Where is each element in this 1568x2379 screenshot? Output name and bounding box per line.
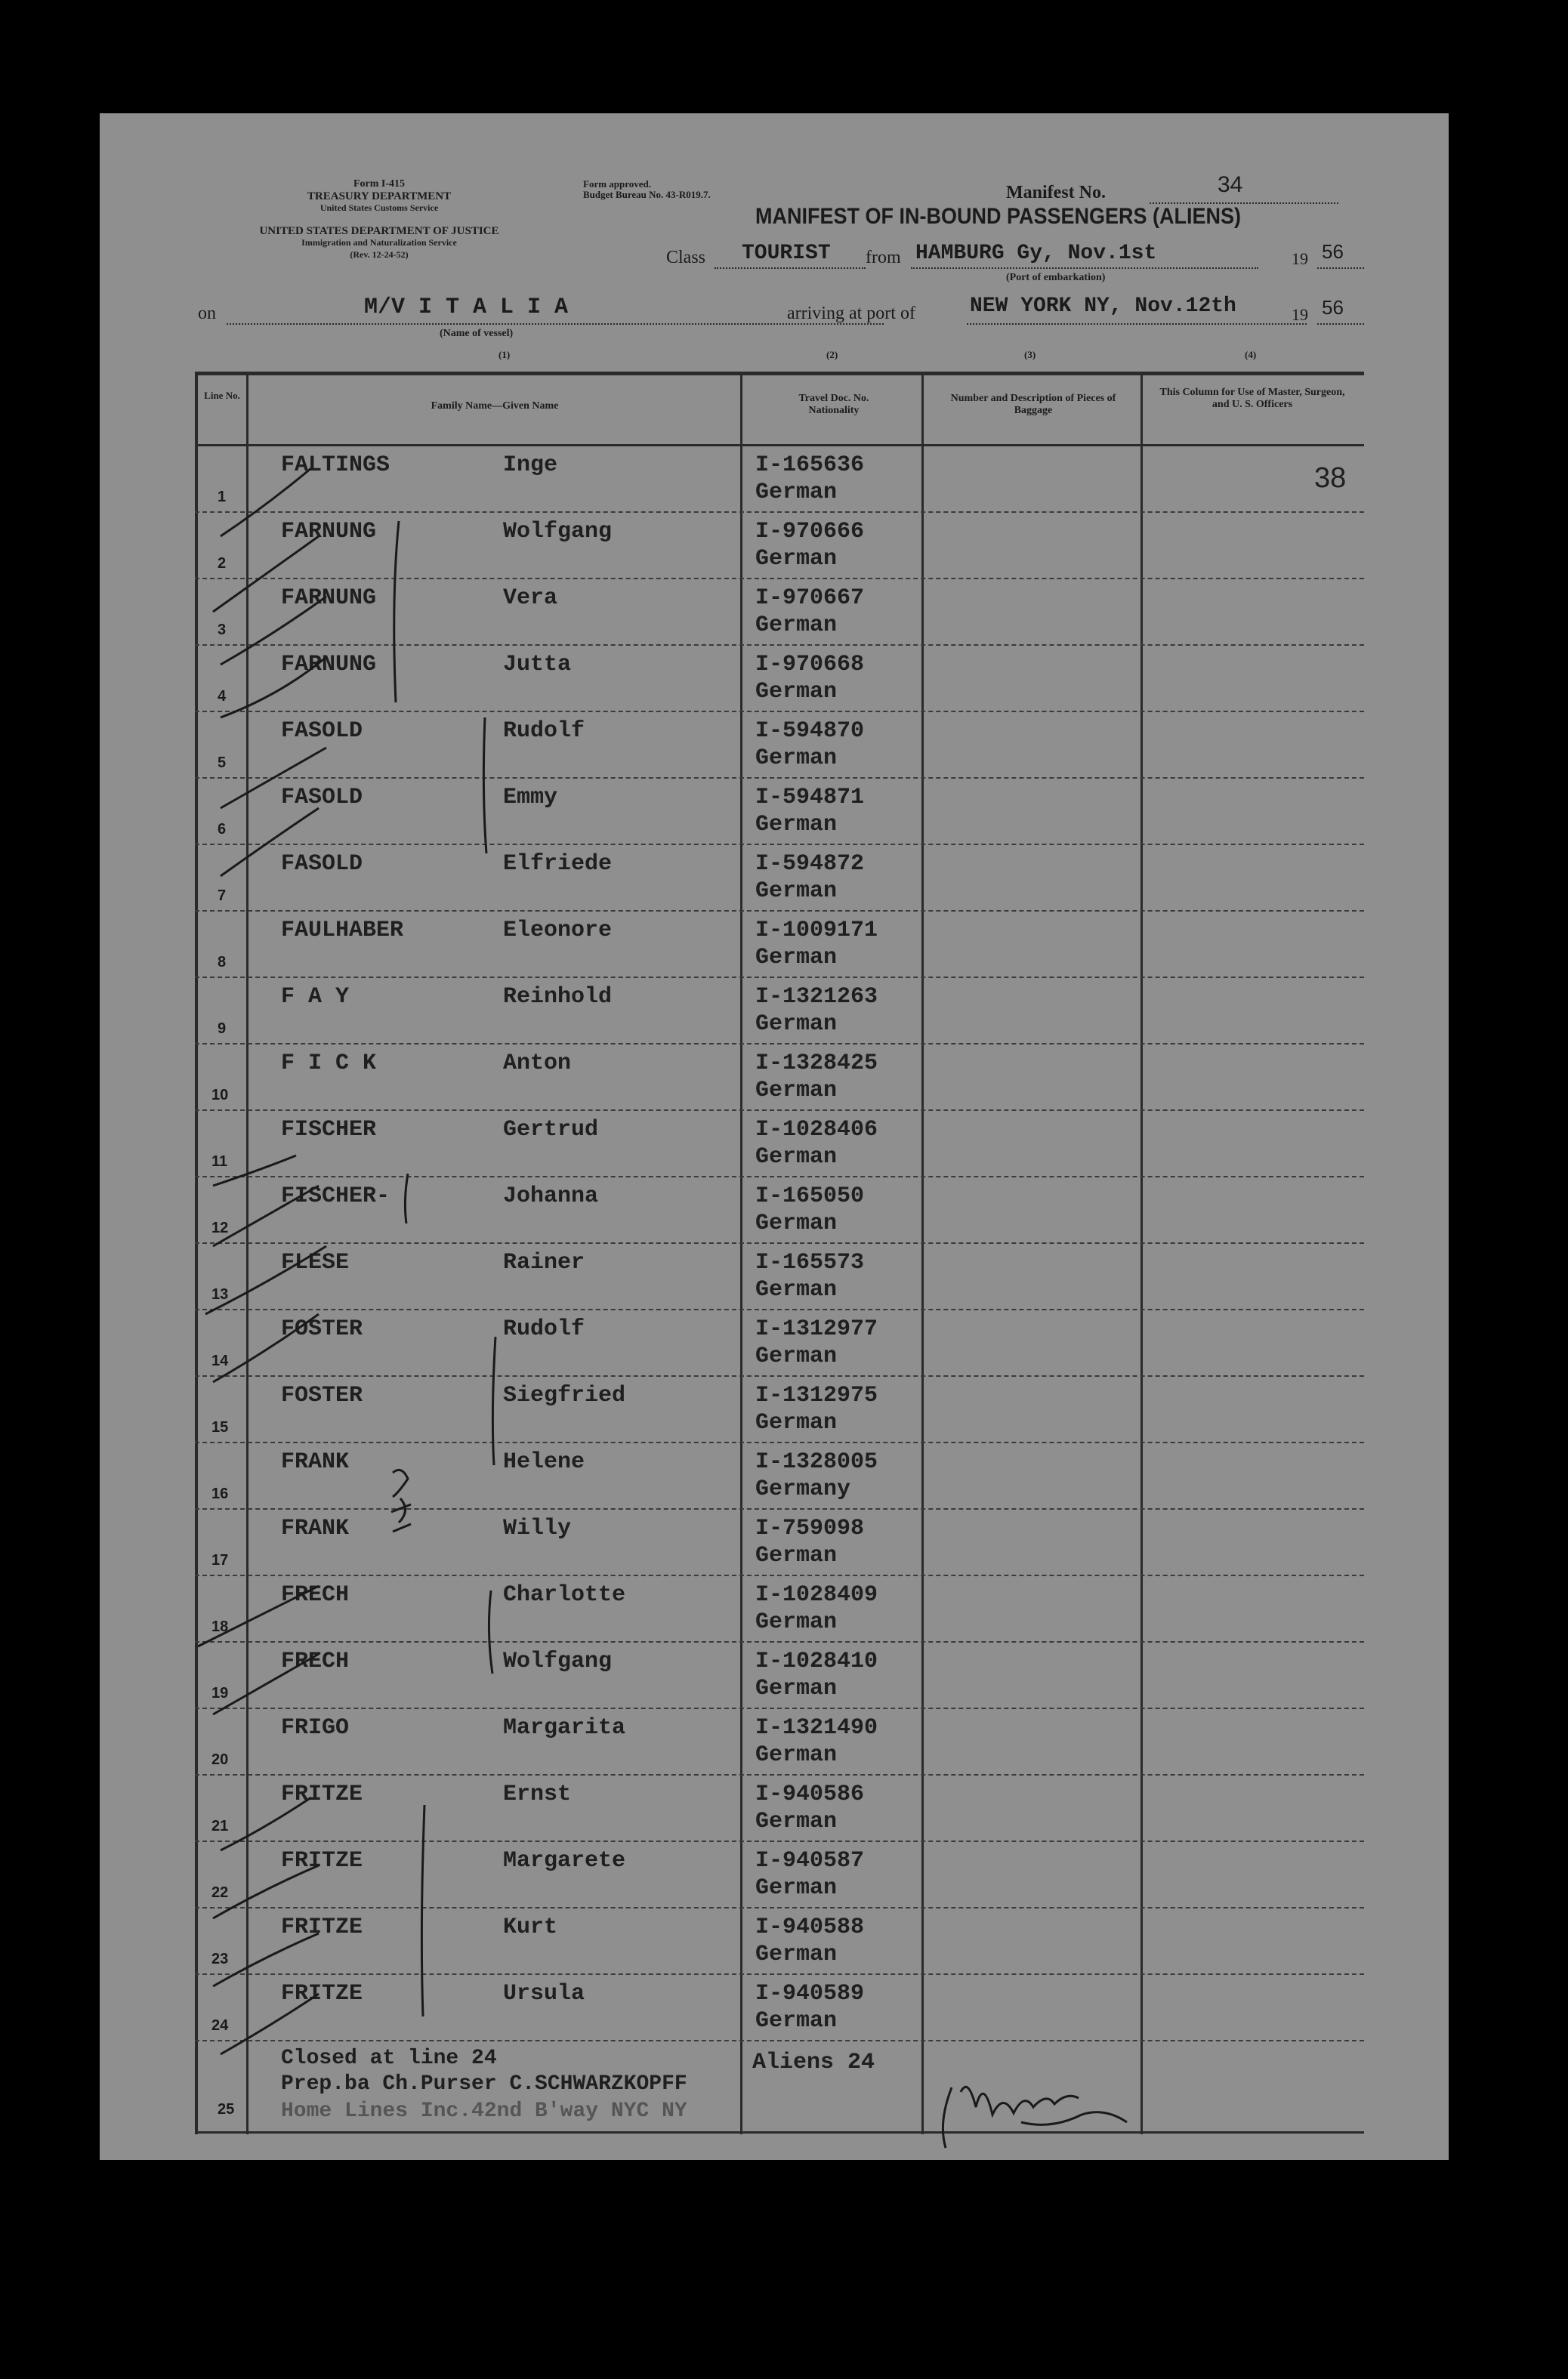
tick-line-3	[221, 597, 326, 665]
form-number: Form I-415	[353, 178, 406, 190]
line-number: 19	[211, 1685, 229, 1702]
given-name: Willy	[503, 1516, 572, 1541]
given-name: Inge	[503, 452, 558, 478]
year-prefix: 19	[1292, 249, 1308, 268]
given-name: Eleonore	[503, 918, 613, 943]
class-value: TOURIST	[742, 242, 831, 265]
nationality: German	[755, 745, 838, 771]
given-name: Wolfgang	[503, 519, 613, 545]
travel-doc-number: I-940588	[755, 1915, 865, 1940]
family-name: F I C K	[281, 1051, 377, 1076]
given-name: Charlotte	[503, 1582, 626, 1608]
tick-line-12	[213, 1186, 319, 1246]
revision-date: (Rev. 12-24-52)	[350, 249, 409, 260]
travel-doc-number: I-594871	[755, 785, 865, 810]
column-number-4: (4)	[1245, 349, 1257, 360]
nationality: German	[755, 1875, 838, 1901]
given-name: Elfriede	[503, 851, 613, 877]
nationality: German	[755, 546, 838, 572]
vessel-caption: (Name of vessel)	[440, 328, 514, 339]
family-name: FOSTER	[281, 1316, 363, 1342]
nationality: German	[755, 1609, 838, 1635]
customs-service: United States Customs Service	[319, 202, 439, 213]
travel-doc-number: I-1028409	[755, 1582, 878, 1608]
travel-doc-number: I-1312977	[755, 1316, 878, 1342]
tick-line-7	[221, 808, 319, 876]
line-number: 10	[211, 1087, 229, 1103]
nationality: German	[755, 1144, 838, 1170]
class-label: Class	[666, 248, 706, 267]
family-name: FLESE	[281, 1250, 350, 1276]
officer-note: 38	[1314, 462, 1347, 494]
family-name: FARNUNG	[281, 519, 377, 545]
form-approved: Form approved.	[583, 178, 652, 190]
manifest-title: MANIFEST OF IN-BOUND PASSENGERS (ALIENS)	[755, 204, 1242, 229]
tick-line-6	[221, 748, 326, 808]
travel-doc-number: I-1321490	[755, 1715, 878, 1741]
line-number: 7	[218, 887, 227, 904]
given-name: Gertrud	[503, 1117, 599, 1143]
family-name: F A Y	[281, 984, 350, 1010]
line-number: 1	[218, 489, 227, 505]
budget-bureau: Budget Bureau No. 43-R019.7.	[583, 189, 711, 200]
line-number: 11	[211, 1153, 228, 1170]
nationality: German	[755, 1543, 838, 1569]
given-name: Ursula	[503, 1981, 585, 2007]
travel-doc-number: I-759098	[755, 1516, 865, 1541]
tick-line-13	[205, 1246, 326, 1314]
family-name: FISCHER	[281, 1117, 377, 1143]
from-value: HAMBURG Gy, Nov.1st	[915, 242, 1157, 265]
travel-doc-number: I-594870	[755, 718, 865, 744]
family-name: FRITZE	[281, 1782, 363, 1807]
nationality: German	[755, 1078, 838, 1103]
travel-doc-number: I-1028406	[755, 1117, 878, 1143]
line-number: 9	[218, 1020, 227, 1037]
line-number: 23	[211, 1951, 229, 1967]
line-number: 20	[211, 1751, 229, 1768]
line-number: 3	[218, 622, 227, 638]
travel-doc-number: I-1328005	[755, 1449, 878, 1475]
line-number-25: 25	[218, 2101, 235, 2118]
travel-doc-number: I-970668	[755, 652, 865, 677]
given-name: Kurt	[503, 1915, 558, 1940]
arrival-year-value: 56	[1322, 296, 1344, 319]
given-name: Rudolf	[503, 718, 585, 744]
travel-doc-number: I-1312975	[755, 1383, 878, 1409]
given-name: Johanna	[503, 1183, 599, 1209]
header-family-name: Family Name—Given Name	[431, 400, 559, 412]
travel-doc-number: I-1328425	[755, 1051, 878, 1076]
manifest-number-label: Manifest No.	[1006, 183, 1106, 202]
family-name: FRITZE	[281, 1848, 363, 1874]
manifest-number-value: 34	[1218, 172, 1243, 197]
tick-line-23	[213, 1933, 319, 1986]
column-number-2: (2)	[826, 349, 838, 360]
given-name: Wolfgang	[503, 1649, 613, 1674]
line-number: 2	[218, 555, 227, 572]
family-name: FOSTER	[281, 1383, 363, 1409]
nationality: German	[755, 1344, 838, 1369]
given-name: Jutta	[503, 652, 572, 677]
tick-line-22	[213, 1865, 319, 1918]
family-name: FAULHABER	[281, 918, 404, 943]
line-number: 21	[211, 1818, 229, 1834]
tick-line-4	[221, 657, 326, 717]
column-number-1: (1)	[498, 349, 511, 360]
travel-doc-number: I-1321263	[755, 984, 878, 1010]
given-name: Anton	[503, 1051, 572, 1076]
bracket-marks	[394, 521, 495, 2016]
family-name: FRANK	[281, 1449, 350, 1475]
tick-line-2	[213, 536, 319, 612]
nationality: Germany	[755, 1476, 851, 1502]
tick-line-19	[213, 1654, 319, 1714]
tick-line-18	[198, 1586, 319, 1646]
given-name: Reinhold	[503, 984, 613, 1010]
family-name: FRECH	[281, 1649, 350, 1674]
handwritten-number-glyph	[391, 1470, 411, 1532]
travel-doc-number: I-594872	[755, 851, 865, 877]
embark-caption: (Port of embarkation)	[1006, 272, 1106, 283]
footer-prepared: Prep.ba Ch.Purser C.SCHWARZKOPFF	[281, 2072, 687, 2096]
handwritten-marks	[100, 113, 1449, 2160]
nationality: German	[755, 1211, 838, 1236]
nationality: German	[755, 945, 838, 970]
footer-aliens: Aliens 24	[752, 2050, 875, 2075]
bracket-frech	[489, 1591, 492, 1674]
family-name: FASOLD	[281, 718, 363, 744]
line-number: 12	[211, 1220, 229, 1236]
family-name: FRIGO	[281, 1715, 350, 1741]
nationality: German	[755, 612, 838, 638]
family-name: FRECH	[281, 1582, 350, 1608]
justice-department: UNITED STATES DEPARTMENT OF JUSTICE	[259, 225, 499, 237]
nationality: German	[755, 2008, 838, 2034]
arrival-year-prefix: 19	[1292, 305, 1308, 324]
given-name: Margarete	[503, 1848, 626, 1874]
bracket-fischer	[405, 1174, 408, 1223]
on-label: on	[198, 304, 216, 323]
travel-doc-number: I-970666	[755, 519, 865, 545]
nationality: German	[755, 1277, 838, 1303]
given-name: Rainer	[503, 1250, 585, 1276]
given-name: Helene	[503, 1449, 585, 1475]
travel-doc-number: I-970667	[755, 585, 865, 611]
bracket-fritze	[421, 1805, 424, 2016]
nationality: German	[755, 1410, 838, 1436]
line-number: 18	[211, 1618, 229, 1635]
travel-doc-number: I-940587	[755, 1848, 865, 1874]
tick-line-21	[221, 1797, 311, 1850]
family-name: FARNUNG	[281, 585, 377, 611]
line-number: 14	[211, 1353, 229, 1369]
check-glyph	[391, 1470, 411, 1532]
arriving-label: arriving at port of	[787, 304, 915, 323]
arrival-value: NEW YORK NY, Nov.12th	[970, 295, 1236, 318]
tick-line-1	[221, 468, 311, 536]
tick-line-24	[221, 1994, 319, 2054]
given-name: Vera	[503, 585, 558, 611]
family-name: FASOLD	[281, 785, 363, 810]
header-officers: This Column for Use of Master, Surgeon, and U. S. Officers	[1159, 387, 1345, 410]
nationality: German	[755, 1676, 838, 1702]
bracket-fasold	[483, 717, 486, 853]
line-number: 15	[211, 1419, 229, 1436]
nationality: German	[755, 1011, 838, 1037]
line-number: 8	[218, 954, 227, 970]
signature-scrawl	[943, 2087, 1127, 2148]
vessel-value: M/V I T A L I A	[364, 295, 569, 320]
signature	[943, 2087, 1127, 2148]
given-name: Margarita	[503, 1715, 626, 1741]
line-number: 4	[218, 688, 227, 705]
tick-marks	[198, 468, 326, 2054]
nationality: German	[755, 480, 838, 505]
manifest-sheet	[100, 113, 1449, 2160]
travel-doc-number: I-940589	[755, 1981, 865, 2007]
tick-line-11	[213, 1156, 296, 1186]
nationality: German	[755, 679, 838, 705]
line-number: 6	[218, 821, 227, 838]
nationality: German	[755, 812, 838, 838]
tick-line-14	[213, 1314, 319, 1382]
year-value: 56	[1322, 240, 1344, 263]
treasury-department: TREASURY DEPARTMENT	[307, 190, 452, 202]
footer-company: Home Lines Inc.42nd B'way NYC NY	[281, 2100, 687, 2123]
line-number: 16	[211, 1486, 229, 1502]
header-travel-doc: Travel Doc. No. Nationality	[798, 393, 869, 416]
header-line-no: Line No.	[204, 390, 240, 401]
travel-doc-number: I-1028410	[755, 1649, 878, 1674]
nationality: German	[755, 1809, 838, 1834]
column-number-3: (3)	[1024, 349, 1036, 360]
bracket-farnung	[394, 521, 399, 702]
line-number: 5	[218, 754, 227, 771]
line-number: 17	[211, 1552, 229, 1569]
nationality: German	[755, 1742, 838, 1768]
travel-doc-number: I-165573	[755, 1250, 865, 1276]
footer-closed: Closed at line 24	[281, 2047, 497, 2070]
given-name: Rudolf	[503, 1316, 585, 1342]
travel-doc-number: I-165636	[755, 452, 865, 478]
family-name: FRITZE	[281, 1981, 363, 2007]
line-number: 22	[211, 1884, 229, 1901]
line-number: 24	[211, 2017, 229, 2034]
from-label: from	[866, 248, 901, 267]
travel-doc-number: I-940586	[755, 1782, 865, 1807]
header-baggage: Number and Description of Pieces of Baggage	[950, 393, 1116, 416]
nationality: German	[755, 878, 838, 904]
family-name: FRANK	[281, 1516, 350, 1541]
family-name: FASOLD	[281, 851, 363, 877]
given-name: Ernst	[503, 1782, 572, 1807]
ins-service: Immigration and Naturalization Service	[301, 237, 457, 248]
travel-doc-number: I-165050	[755, 1183, 865, 1209]
bracket-foster	[492, 1337, 495, 1465]
line-number: 13	[211, 1286, 229, 1303]
given-name: Siegfried	[503, 1383, 626, 1409]
travel-doc-number: I-1009171	[755, 918, 878, 943]
family-name: FALTINGS	[281, 452, 390, 478]
given-name: Emmy	[503, 785, 558, 810]
family-name: FISCHER-	[281, 1183, 390, 1209]
nationality: German	[755, 1942, 838, 1967]
family-name: FRITZE	[281, 1915, 363, 1940]
family-name: FARNUNG	[281, 652, 377, 677]
